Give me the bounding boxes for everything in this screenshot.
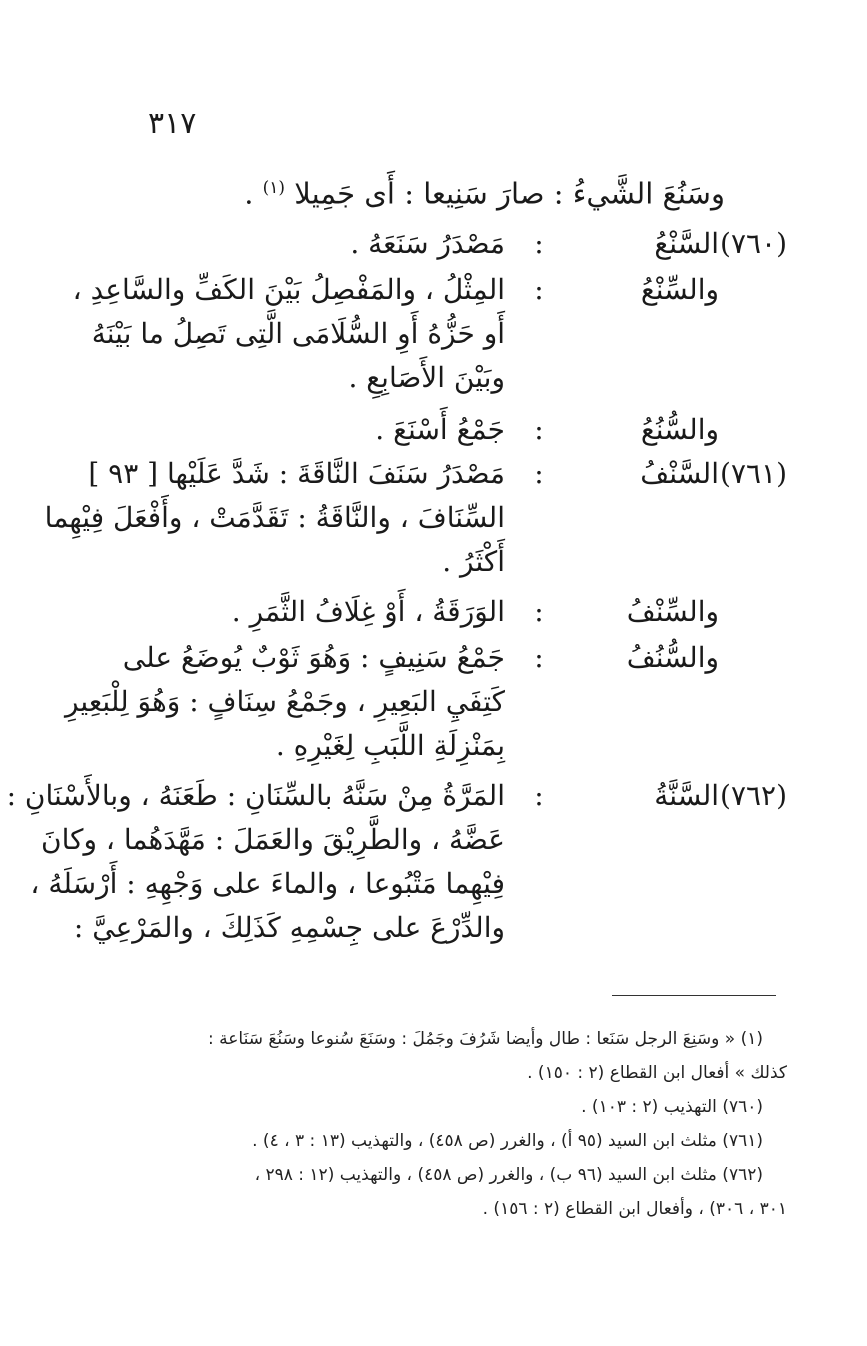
intro-line [125,168,725,214]
entry-definition [57,636,505,768]
entry-definition [44,452,505,584]
footnote-line: (١) « وسَنِعَ الرجل سَنَعا : طال وأيضا شَرُفَ وجَمُلَ : وسَنَعَ سُنوعا وسَنُعَ سَنَاعة : [208,1029,763,1049]
intro-end: . [244,176,263,211]
footnote-divider [612,995,776,996]
entry-headword: السَّنْفُ [640,457,719,490]
definition-line: جَمْعُ سَنِيفٍ : وَهُوَ ثَوْبٌ يُوضَعُ على [122,641,505,674]
definition-line: والدِّرْعَ على جِسْمِهِ كَذَلِكَ ، والمَرْعِيَّ : [73,911,505,944]
entry-colon: : [534,779,544,812]
intro-text: وسَنُعَ الشَّيءُ : صارَ سَنِيعا : أَى جَمِيلا [294,176,725,211]
entry-definition [57,408,505,452]
entry-colon: : [534,457,544,490]
definition-line: الوَرَقَةُ ، أَوْ غِلَافُ الثَّمَرِ . [231,595,505,628]
definition-line: فِيْهِما مَتْبُوعا ، والماءَ على وَجْهِهِ : أَرْسَلَهُ ، [30,867,505,900]
entry-number: (٧٦٠) [720,227,787,260]
entry-number: (٧٦٢) [720,779,787,812]
footnote-line: ٣٠١ ، ٣٠٦) ، وأفعال ابن القطاع (٢ : ١٥٦) . [482,1199,787,1219]
definition-line: أَو حَزُّهُ أَوِ السُّلَامَى الَّتِى تَصِلُ ما بَيْنَهُ [91,317,505,350]
footnote-ref: (١) [262,178,286,198]
entry-colon: : [534,273,544,306]
entry-definition [6,774,505,950]
definition-line: كَتِفَيِ البَعِيرِ ، وجَمْعُ سِنَافٍ : وَهُوَ لِلْبَعِيرِ [64,685,505,718]
entry-headword: والسِّنْفُ [626,595,719,628]
definition-line: جَمْعُ أَسْنَعَ . [375,413,505,446]
definition-line: مَصْدَرُ سَنَعَهُ . [350,227,505,260]
definition-line: مَصْدَرُ سَنَفَ النَّاقَةَ : شَدَّ عَلَيْها [ ٩٣ ] [88,457,505,490]
definition-line: المِثْلُ ، والمَفْصِلُ بَيْنَ الكَفِّ والسَّاعِدِ ، [72,273,505,306]
definition-line: عَضَّهُ ، والطَّرِيْقَ والعَمَلَ : مَهَّدَهُما ، وكانَ [41,823,505,856]
footnotes [52,1022,787,1226]
entry-colon: : [534,227,544,260]
entry-headword: السَّنَّةُ [654,779,719,812]
entry-number: (٧٦١) [720,457,787,490]
entry-headword: والسُّنُفُ [626,641,719,674]
page-number: ٣١٧ [148,106,197,141]
definition-line: بِمَنْزِلَةِ اللَّبَبِ لِغَيْرِهِ . [275,729,505,762]
footnote-line: (٧٦١) مثلث ابن السيد (٩٥ أ) ، والغرر (ص ٤٥٨) ، والتهذيب (١٣ : ٣ ، ٤) . [252,1131,763,1151]
entry-colon: : [534,641,544,674]
entry-headword: السَّنْعُ [654,227,719,260]
footnote-line: كذلك » أفعال ابن القطاع (٢ : ١٥٠) . [527,1063,787,1083]
entry-colon: : [534,413,544,446]
definition-line: وبَيْنَ الأَصَابِعِ . [348,361,505,394]
footnote-line: (٧٦٢) مثلث ابن السيد (٩٦ ب) ، والغرر (ص ٤٥٨) ، والتهذيب (١٢ : ٢٩٨ ، [254,1165,763,1185]
definition-line: المَرَّةُ مِنْ سَنَّهُ بالسِّنَانِ : طَعَنَهُ ، وبالأَسْنَانِ : [6,779,505,812]
entry-colon: : [534,595,544,628]
entry-headword: والسُّنُعُ [640,413,719,446]
definition-line: السِّنَافَ ، والنَّاقَةُ : تَقَدَّمَتْ ، وأَفْعَلَ فِيْهِما [44,501,505,534]
entry-definition [57,590,505,634]
entry-headword: والسِّنْعُ [640,273,719,306]
entry-definition [57,268,505,400]
entry-definition [57,222,505,266]
footnote-line: (٧٦٠) التهذيب (٢ : ١٠٣) . [581,1097,763,1117]
definition-line: أَكْثَرُ . [442,545,505,578]
